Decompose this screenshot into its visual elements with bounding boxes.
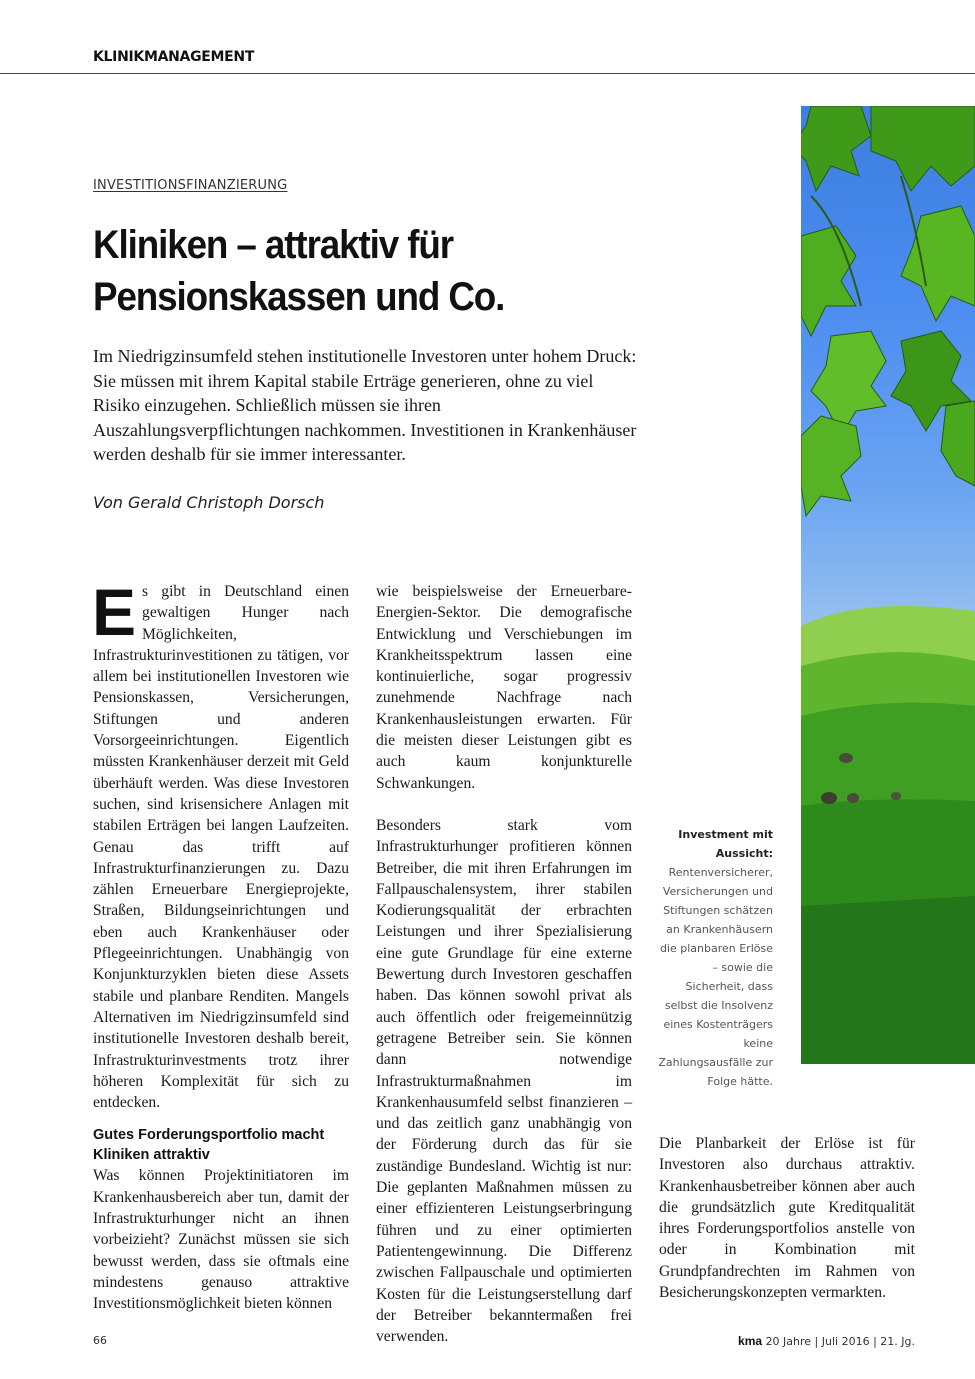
article-byline: Von Gerald Christoph Dorsch [93, 493, 325, 512]
body-paragraph-1-text: s gibt in Deutschland einen gewaltigen Hunger nach Möglichkeiten, Infrastrukturinvestitionen zu tätigen, vor allem bei institutionellen Investoren wie Pensionskassen, Versicherungen, Stiftungen und anderen Vorsorgeeinrichtungen. Eigentlich müssten Krankenhäuser derzeit mit Geld überhäuft werden. Was diese Investoren suchen, sind krisensichere Anlagen mit stabilen Erträgen bei langen Laufzeiten. Genau das trifft auf Infrastrukturfinanzierungen zu. Dazu zählen Erneuerbare Energieprojekte, Straßen, Bildungseinrichtungen und eben auch Krankenhäuser oder Pflegeeinrichtungen. Unabhängig von Konjunkturzyklen bieten diese Assets stabile und planbare Renditen. Mangels Alternativen im Niedrigzinsumfeld sind institutionelle Investoren deshalb bereit, Infrastrukturinvestments trotz ihrer höheren Komplexität für sich zu entdecken. [93, 583, 349, 1112]
body-paragraph-4: Besonders stark vom Infrastrukturhunger profitieren können Betreiber, die mit ihren Erfahrungen im Fallpauschalensystem, ihrer stabilen Kodierungsqualität der erbrachten Leistungen und ihrer Spezialisierung eine gute Grundlage für eine externe Bewertung durch Investoren geschaffen haben. Das können sowohl privat als auch öffentlich oder freigemeinnützig getragene Betreiber sein. Sie können dann notwendige Infrastrukturmaßnahmen im Krankenhausumfeld selbst finanzieren – und das zeitlich ganz unabhängig von der Förderung durch das für sie zuständige Bundesland. Wichtig ist nur: Die geplanten Maßnahmen müssen zu einer effizienteren Leistungserbringung führen und zu einer optimierten Patientengewinnung. Die Differenz zwischen Fallpauschale und optimierten Kosten für die Leistungserstellung darf der Betreiber bekanntermaßen frei verwenden. [376, 816, 632, 1346]
article-headline [93, 219, 608, 323]
footer-meta [738, 1334, 915, 1348]
article-lead: Im Niedrigzinsumfeld stehen institutionelle Investoren unter hohem Druck: Sie müssen mit ihrem Kapital stabile Erträge generieren, ohne zu viel Risiko einzugehen. Schließlich müssen sie ihren Auszahlungsverpflichtungen nachkommen. Investitionen in Krankenhäuser werden deshalb für sie immer interessanter. [93, 346, 637, 465]
paragraph-gap [376, 794, 632, 815]
body-paragraph-5: Die Planbarkeit der Erlöse ist für Investoren also durchaus attraktiv. Krankenhausbetreiber können aber auch die grundsätzlich gute Kreditqualität ihres Forderungsportfolios anstelle von oder in Kombination mit Grundpfandrechten im Rahmen von Besicherungskonzepten vermarkten. [659, 1135, 915, 1302]
section-header: KLINIKMANAGEMENT [93, 49, 255, 65]
article-photo [801, 106, 975, 1064]
headline-line-2: Pensionskassen und Co. [93, 275, 505, 319]
dropcap: E [92, 575, 137, 649]
photo-caption [652, 825, 773, 1091]
page-number: 66 [93, 1334, 107, 1347]
headline-line-1: Kliniken – attraktiv für [93, 223, 454, 267]
article-kicker: INVESTITIONSFINANZIERUNG [93, 178, 288, 193]
text-column-1 [92, 575, 349, 1315]
body-paragraph-3: wie beispielsweise der Erneuerbare-Energien-Sektor. Die demografische Entwicklung und Verschiebungen im Krankheitsspektrum lassen eine kontinuierliche, sogar progressiv zunehmende Nachfrage nach Krankenhausleistungen erwarten. Für die meisten dieser Leistungen gibt es auch kaum konjunkturelle Schwankungen. [376, 583, 632, 792]
landscape-illustration [801, 106, 975, 1064]
caption-text: Rentenversicherer, Versicherungen und Stiftungen schätzen an Krankenhäusern die planbaren Erlöse – sowie die Sicherheit, dass selbst die Insolvenz eines Kostenträgers keine Zahlungsausfälle zur Folge hätte. [658, 866, 773, 1088]
magazine-brand: kma [738, 1334, 763, 1348]
body-paragraph-1 [92, 575, 349, 1113]
header-rule [0, 73, 975, 74]
issue-info: 20 Jahre | Juli 2016 | 21. Jg. [765, 1335, 915, 1348]
section-subhead: Gutes Forderungsportfolio macht Kliniken attraktiv [93, 1127, 325, 1164]
text-column-3 [659, 1133, 915, 1303]
caption-title: Investment mit Aussicht: [678, 828, 773, 860]
body-paragraph-2: Was können Projektinitiatoren im Krankenhausbereich aber tun, damit der Infrastrukturhunger nicht an ihnen vorbeizieht? Zunächst müssen sie sich bewusst werden, dass sie oftmals eine mindestens genauso attraktive Investitionsmöglichkeit bieten können [93, 1167, 349, 1313]
text-column-2 [376, 581, 632, 1347]
